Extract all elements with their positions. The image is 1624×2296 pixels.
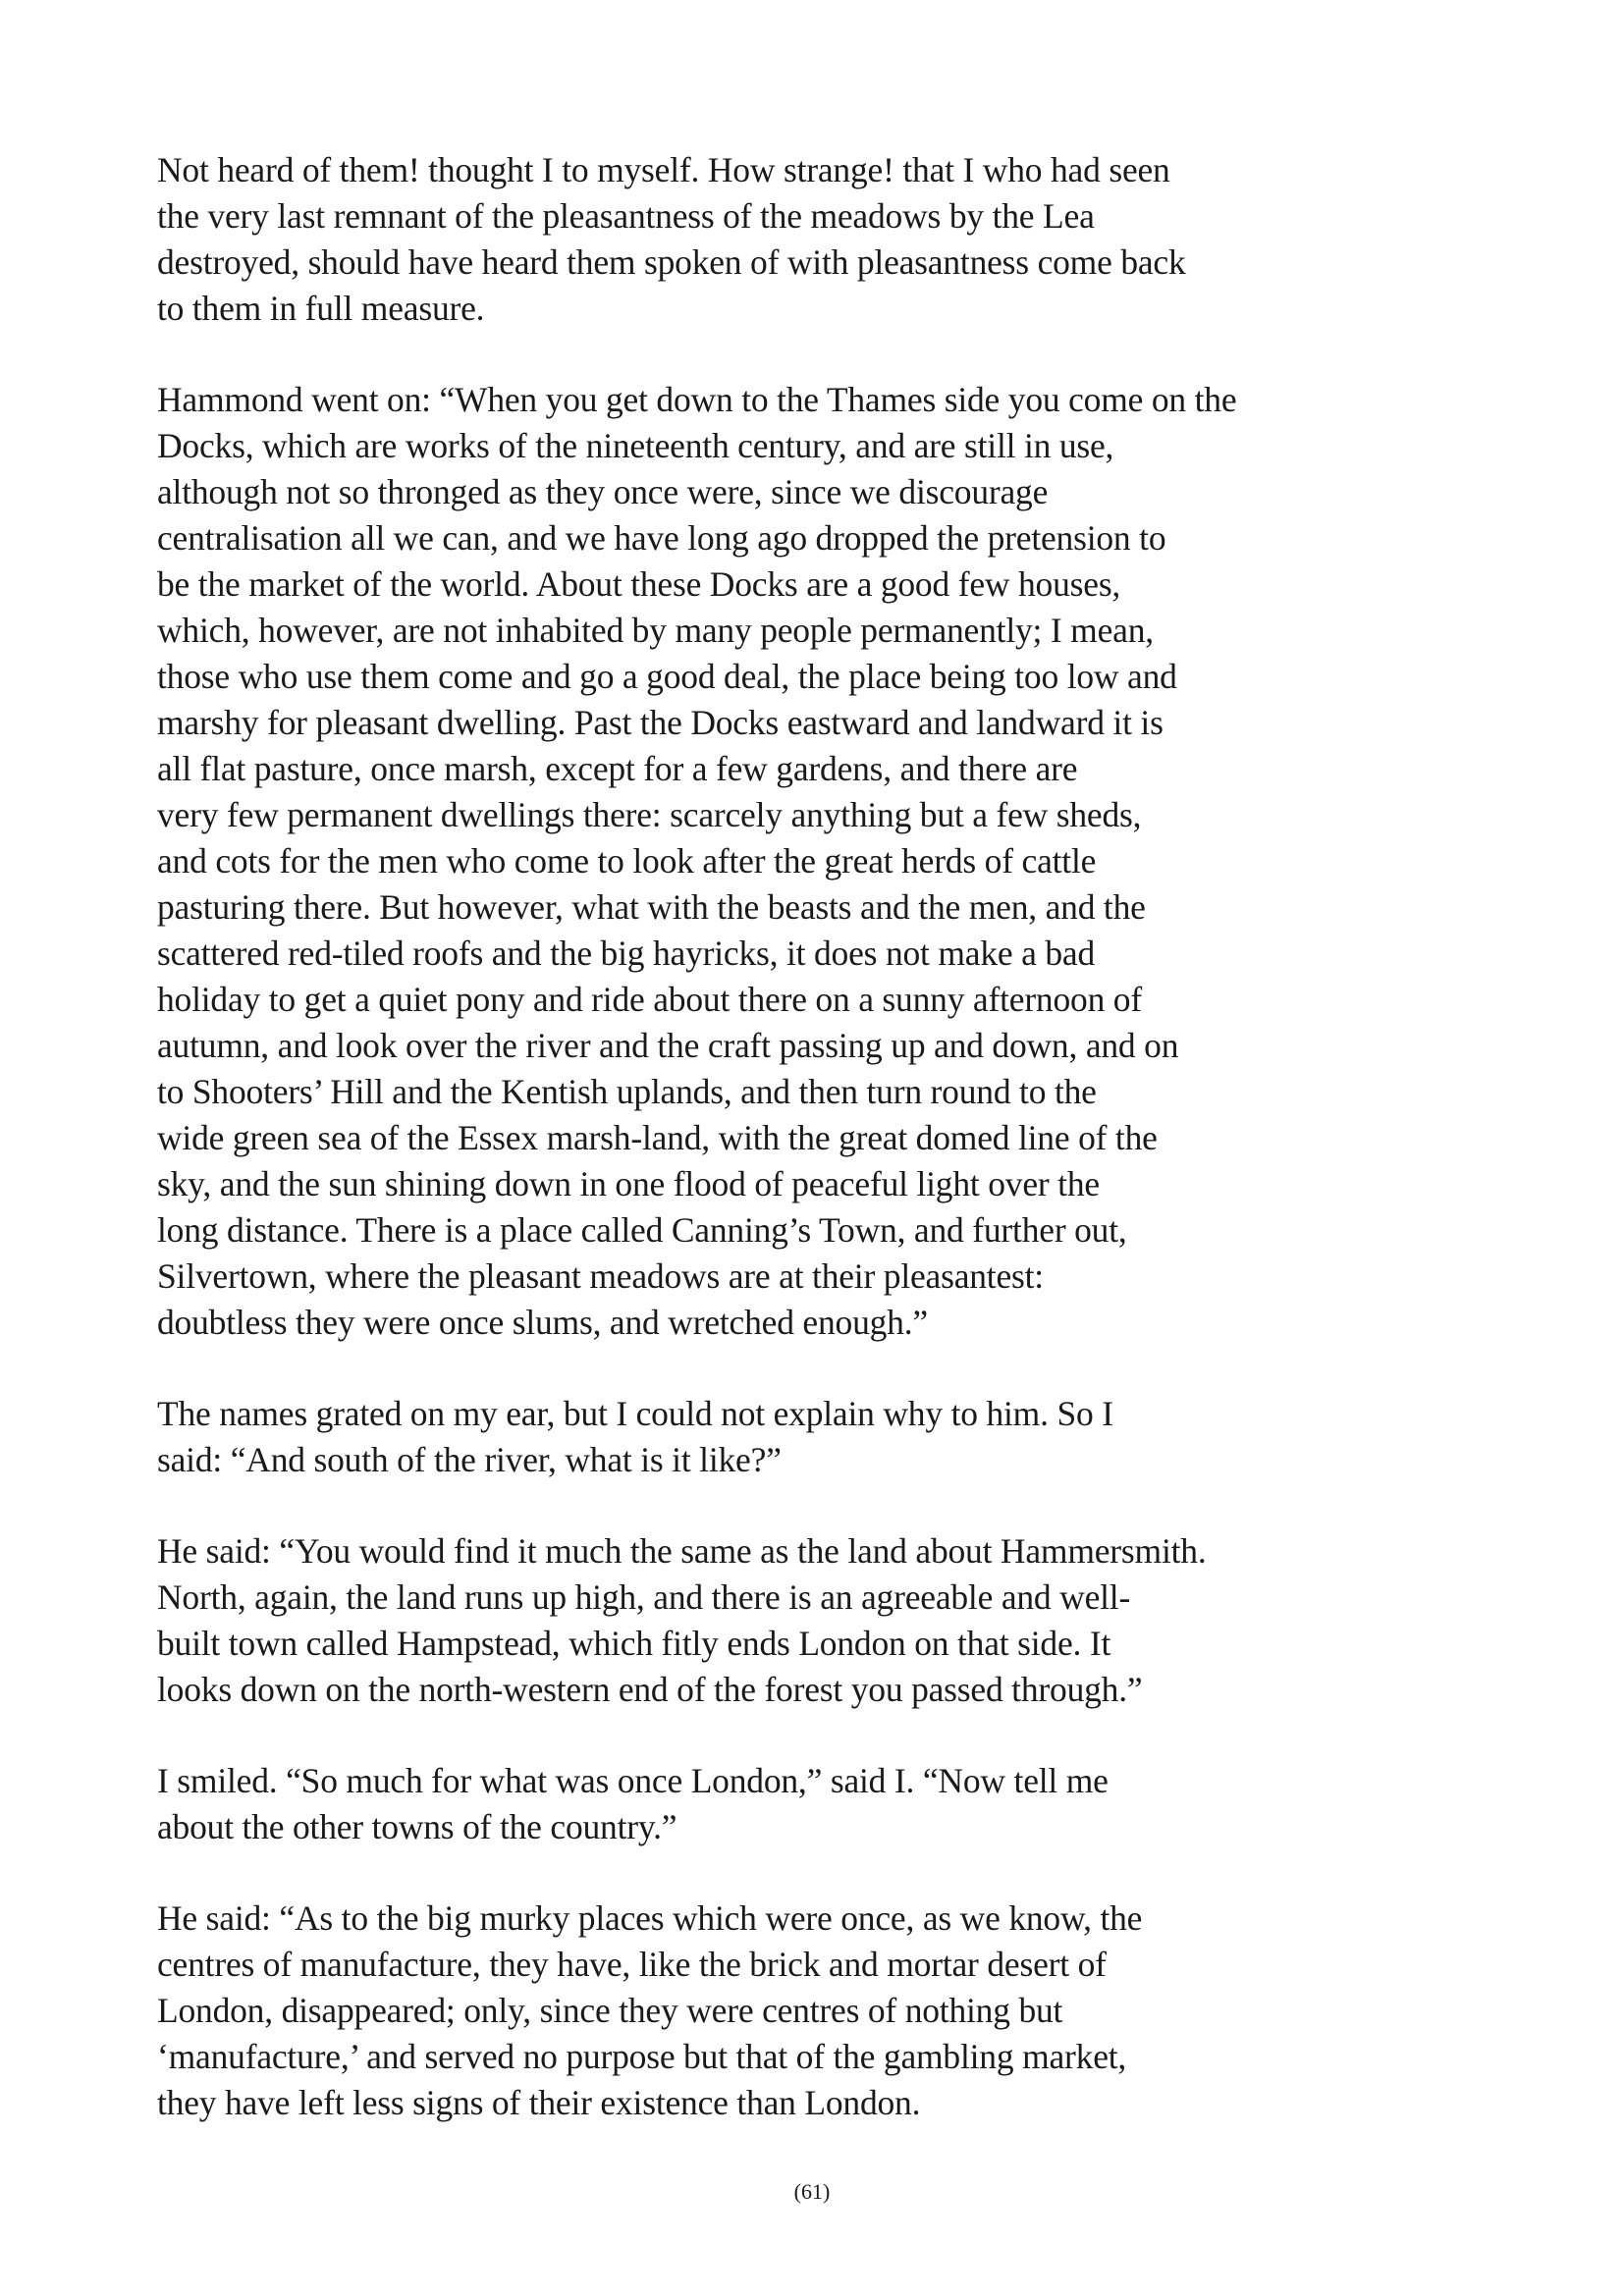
text-line: Hammond went on: “When you get down to the Thames side you come on the — [157, 380, 1237, 419]
body-text — [157, 147, 1394, 2171]
text-line: be the market of the world. About these Docks are a good few houses, — [157, 564, 1121, 604]
text-line: wide green sea of the Essex marsh-land, with the great domed line of the — [157, 1118, 1158, 1157]
paragraph — [157, 1758, 1394, 1850]
text-line: said: “And south of the river, what is it like?” — [157, 1440, 782, 1479]
text-line: holiday to get a quiet pony and ride about there on a sunny afternoon of — [157, 980, 1142, 1019]
text-line: those who use them come and go a good deal, the place being too low and — [157, 657, 1177, 696]
text-line: which, however, are not inhabited by many people permanently; I mean, — [157, 611, 1154, 650]
text-line: very few permanent dwellings there: scarcely anything but a few sheds, — [157, 795, 1142, 834]
text-line: I smiled. “So much for what was once London,” said I. “Now tell me — [157, 1761, 1109, 1800]
text-line: ‘manufacture,’ and served no purpose but that of the gambling market, — [157, 2037, 1127, 2076]
text-line: marshy for pleasant dwelling. Past the Docks eastward and landward it is — [157, 703, 1164, 742]
text-line: London, disappeared; only, since they were centres of nothing but — [157, 1991, 1063, 2030]
text-line: the very last remnant of the pleasantness of the meadows by the Lea — [157, 196, 1095, 236]
text-line: Docks, which are works of the nineteenth century, and are still in use, — [157, 426, 1114, 465]
text-line: He said: “As to the big murky places which were once, as we know, the — [157, 1898, 1143, 1938]
text-line: and cots for the men who come to look after the great herds of cattle — [157, 841, 1097, 881]
text-line: about the other towns of the country.” — [157, 1807, 677, 1846]
text-line: built town called Hampstead, which fitly ends London on that side. It — [157, 1624, 1111, 1663]
text-line: to Shooters’ Hill and the Kentish uplands, and then turn round to the — [157, 1072, 1097, 1111]
text-line: autumn, and look over the river and the craft passing up and down, and on — [157, 1026, 1179, 1065]
text-line: Not heard of them! thought I to myself. How strange! that I who had seen — [157, 150, 1170, 189]
text-line: pasturing there. But however, what with the beasts and the men, and the — [157, 887, 1146, 927]
text-line: long distance. There is a place called Canning’s Town, and further out, — [157, 1210, 1127, 1250]
text-line: looks down on the north-western end of the forest you passed through.” — [157, 1670, 1143, 1709]
text-line: all flat pasture, once marsh, except for a few gardens, and there are — [157, 749, 1078, 788]
paragraph — [157, 377, 1394, 1346]
text-line: doubtless they were once slums, and wretched enough.” — [157, 1303, 928, 1342]
paragraph — [157, 1391, 1394, 1483]
paragraph — [157, 1896, 1394, 2126]
text-line: Silvertown, where the pleasant meadows are at their pleasantest: — [157, 1256, 1044, 1296]
page-number: (61) — [793, 2179, 831, 2204]
paragraph — [157, 147, 1394, 332]
text-line: sky, and the sun shining down in one flood of peaceful light over the — [157, 1164, 1100, 1203]
text-line: North, again, the land runs up high, and there is an agreeable and well- — [157, 1577, 1131, 1617]
text-line: scattered red-tiled roofs and the big hayricks, it does not make a bad — [157, 934, 1096, 973]
text-line: they have left less signs of their existence than London. — [157, 2083, 921, 2122]
text-line: centres of manufacture, they have, like the brick and mortar desert of — [157, 1945, 1107, 1984]
text-line: although not so thronged as they once were, since we discourage — [157, 472, 1049, 511]
text-line: to them in full measure. — [157, 289, 485, 328]
text-line: He said: “You would find it much the same as the land about Hammersmith. — [157, 1531, 1207, 1571]
text-line: The names grated on my ear, but I could not explain why to him. So I — [157, 1394, 1113, 1433]
paragraph — [157, 1528, 1394, 1713]
text-line: centralisation all we can, and we have long ago dropped the pretension to — [157, 518, 1166, 558]
text-line: destroyed, should have heard them spoken of with pleasantness come back — [157, 242, 1186, 282]
